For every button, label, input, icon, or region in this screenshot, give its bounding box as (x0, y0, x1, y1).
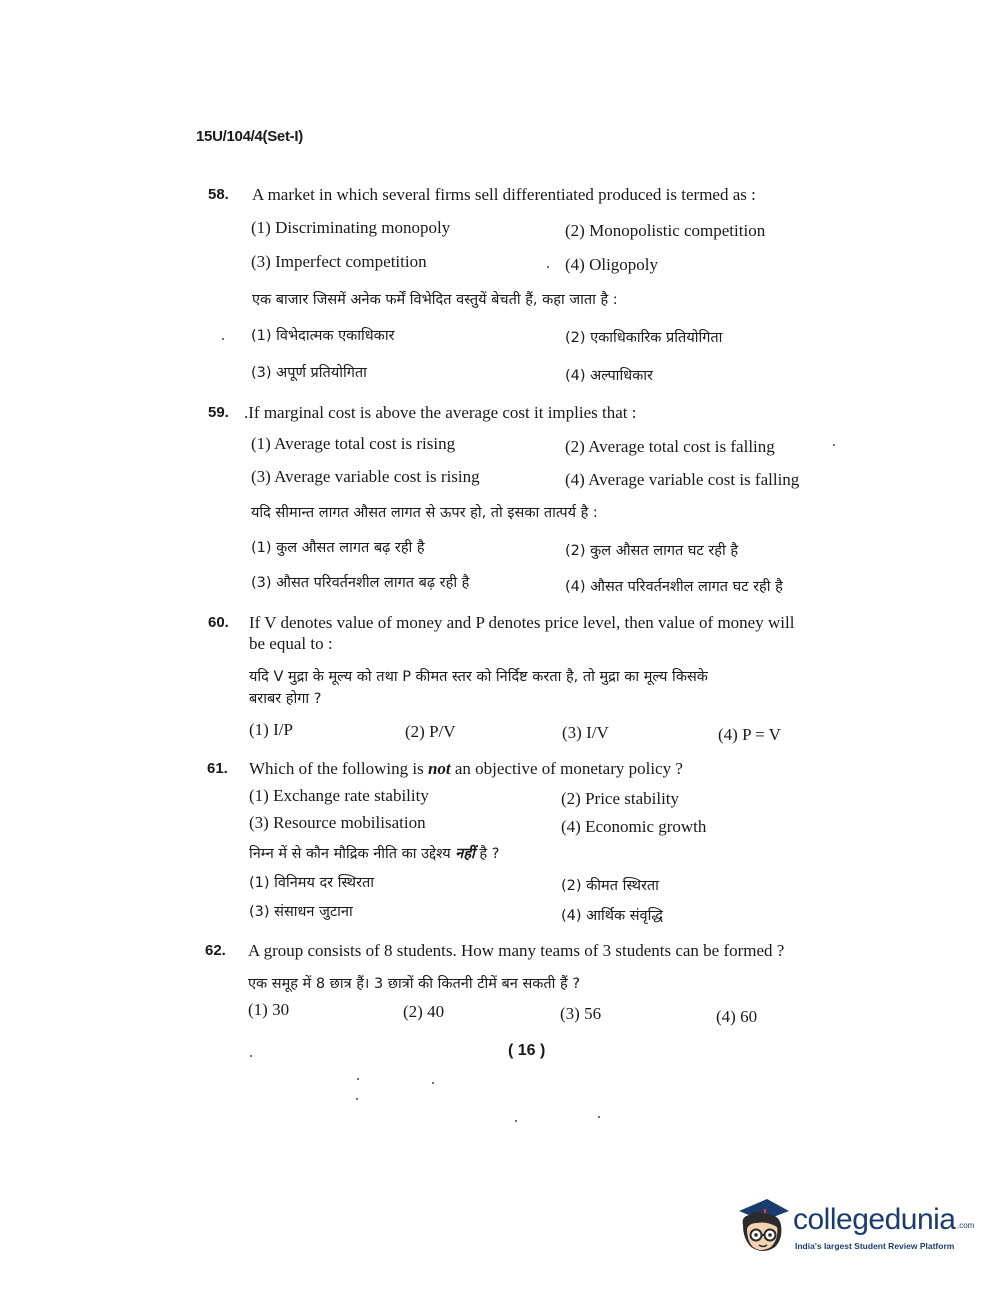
option-hindi: (2) कीमत स्थिरता (561, 878, 659, 894)
option: (4) Average variable cost is falling (565, 470, 800, 489)
question-text-hindi-pre: निम्न में से कौन मौद्रिक नीति का उद्देश्य (249, 846, 456, 862)
question-text: A market in which several firms sell differentiated produced is termed as : (252, 185, 756, 204)
option: (3) Resource mobilisation (249, 813, 426, 832)
question-text-hindi-post: है ? (474, 846, 500, 862)
option-hindi: (3) अपूर्ण प्रतियोगिता (251, 365, 367, 381)
paper-code: 15U/104/4(Set-I) (196, 128, 303, 145)
option-hindi: (4) आर्थिक संवृद्धि (561, 908, 663, 924)
scan-speck (250, 1055, 252, 1057)
student-mascot-icon (735, 1195, 791, 1261)
option-hindi: (2) कुल औसत लागत घट रही है (565, 543, 739, 559)
question-number: 62. (205, 942, 226, 959)
scan-speck (598, 1116, 600, 1118)
brand-name: collegedunia (793, 1203, 956, 1236)
scan-speck (357, 1078, 359, 1080)
option: (1) Discriminating monopoly (251, 218, 451, 237)
option: (1) 30 (248, 1000, 290, 1019)
option: (2) Average total cost is falling (565, 437, 775, 456)
option: (2) P/V (405, 722, 456, 741)
option: (4) Economic growth (561, 817, 707, 836)
collegedunia-watermark (735, 1195, 975, 1265)
question-number: 60. (208, 614, 229, 631)
question-text: .If marginal cost is above the average cost it implies that : (244, 403, 637, 422)
option: (1) I/P (249, 720, 293, 739)
question-text-hindi: एक बाजार जिसमें अनेक फर्में विभेदित वस्तुयें बेचती हैं, कहा जाता है : (252, 292, 618, 308)
question-text-line: If V denotes value of money and P denotes price level, then value of money will (249, 613, 795, 632)
scan-speck (833, 444, 835, 446)
option: (4) Oligopoly (565, 255, 659, 274)
brand-domain: .com (957, 1221, 975, 1230)
option: (1) Average total cost is rising (251, 434, 456, 453)
question-text-pre: Which of the following is (249, 759, 428, 778)
option: (3) I/V (562, 723, 609, 742)
question-text (249, 758, 683, 780)
question-text-hindi-emphasis: नहीं (455, 846, 475, 862)
scan-speck (432, 1082, 434, 1084)
scan-speck (356, 1098, 358, 1100)
question-text-hindi-line: यदि V मुद्रा के मूल्य को तथा P कीमत स्तर को निर्दिष्ट करता है, तो मुद्रा का मूल्य किसके (249, 669, 708, 685)
question-number: 61. (207, 760, 228, 777)
option: (3) Average variable cost is rising (251, 467, 480, 486)
option-hindi: (4) औसत परिवर्तनशील लागत घट रही है (565, 579, 783, 595)
option-hindi: (1) कुल औसत लागत बढ़ रही है (251, 540, 425, 556)
scan-speck (515, 1120, 517, 1122)
option-hindi: (4) अल्पाधिकार (565, 368, 653, 384)
option-hindi: (2) एकाधिकारिक प्रतियोगिता (565, 330, 723, 346)
scan-speck (222, 338, 224, 340)
option: (2) Monopolistic competition (565, 221, 766, 240)
question-text-hindi (249, 843, 499, 865)
page-number: ( 16 ) (508, 1042, 546, 1059)
brand-tagline: India's largest Student Review Platform (795, 1241, 955, 1251)
question-number: 58. (208, 186, 229, 203)
scan-speck (547, 266, 549, 268)
question-text-hindi: यदि सीमान्त लागत औसत लागत से ऊपर हो, तो इसका तात्पर्य है : (251, 505, 598, 521)
option: (3) Imperfect competition (251, 252, 427, 271)
question-text-post: an objective of monetary policy ? (450, 759, 683, 778)
question-number: 59. (208, 404, 229, 421)
option: (2) 40 (403, 1002, 445, 1021)
question-text-emphasis: not (427, 759, 451, 778)
option-hindi: (1) विभेदात्मक एकाधिकार (251, 328, 395, 344)
option: (4) P = V (718, 725, 781, 744)
question-text-hindi: एक समूह में 8 छात्र हैं। 3 छात्रों की कितनी टीमें बन सकती हैं ? (248, 976, 581, 992)
option: (1) Exchange rate stability (249, 786, 429, 805)
option-hindi: (3) संसाधन जुटाना (249, 904, 353, 920)
question-text-line: be equal to : (249, 634, 333, 653)
option-hindi: (3) औसत परिवर्तनशील लागत बढ़ रही है (251, 575, 470, 591)
question-text: A group consists of 8 students. How many teams of 3 students can be formed ? (248, 941, 785, 960)
question-text-hindi-line: बराबर होगा ? (249, 691, 322, 707)
option-hindi: (1) विनिमय दर स्थिरता (249, 875, 375, 891)
option: (2) Price stability (561, 789, 680, 808)
option: (3) 56 (560, 1004, 602, 1023)
option: (4) 60 (716, 1007, 758, 1026)
